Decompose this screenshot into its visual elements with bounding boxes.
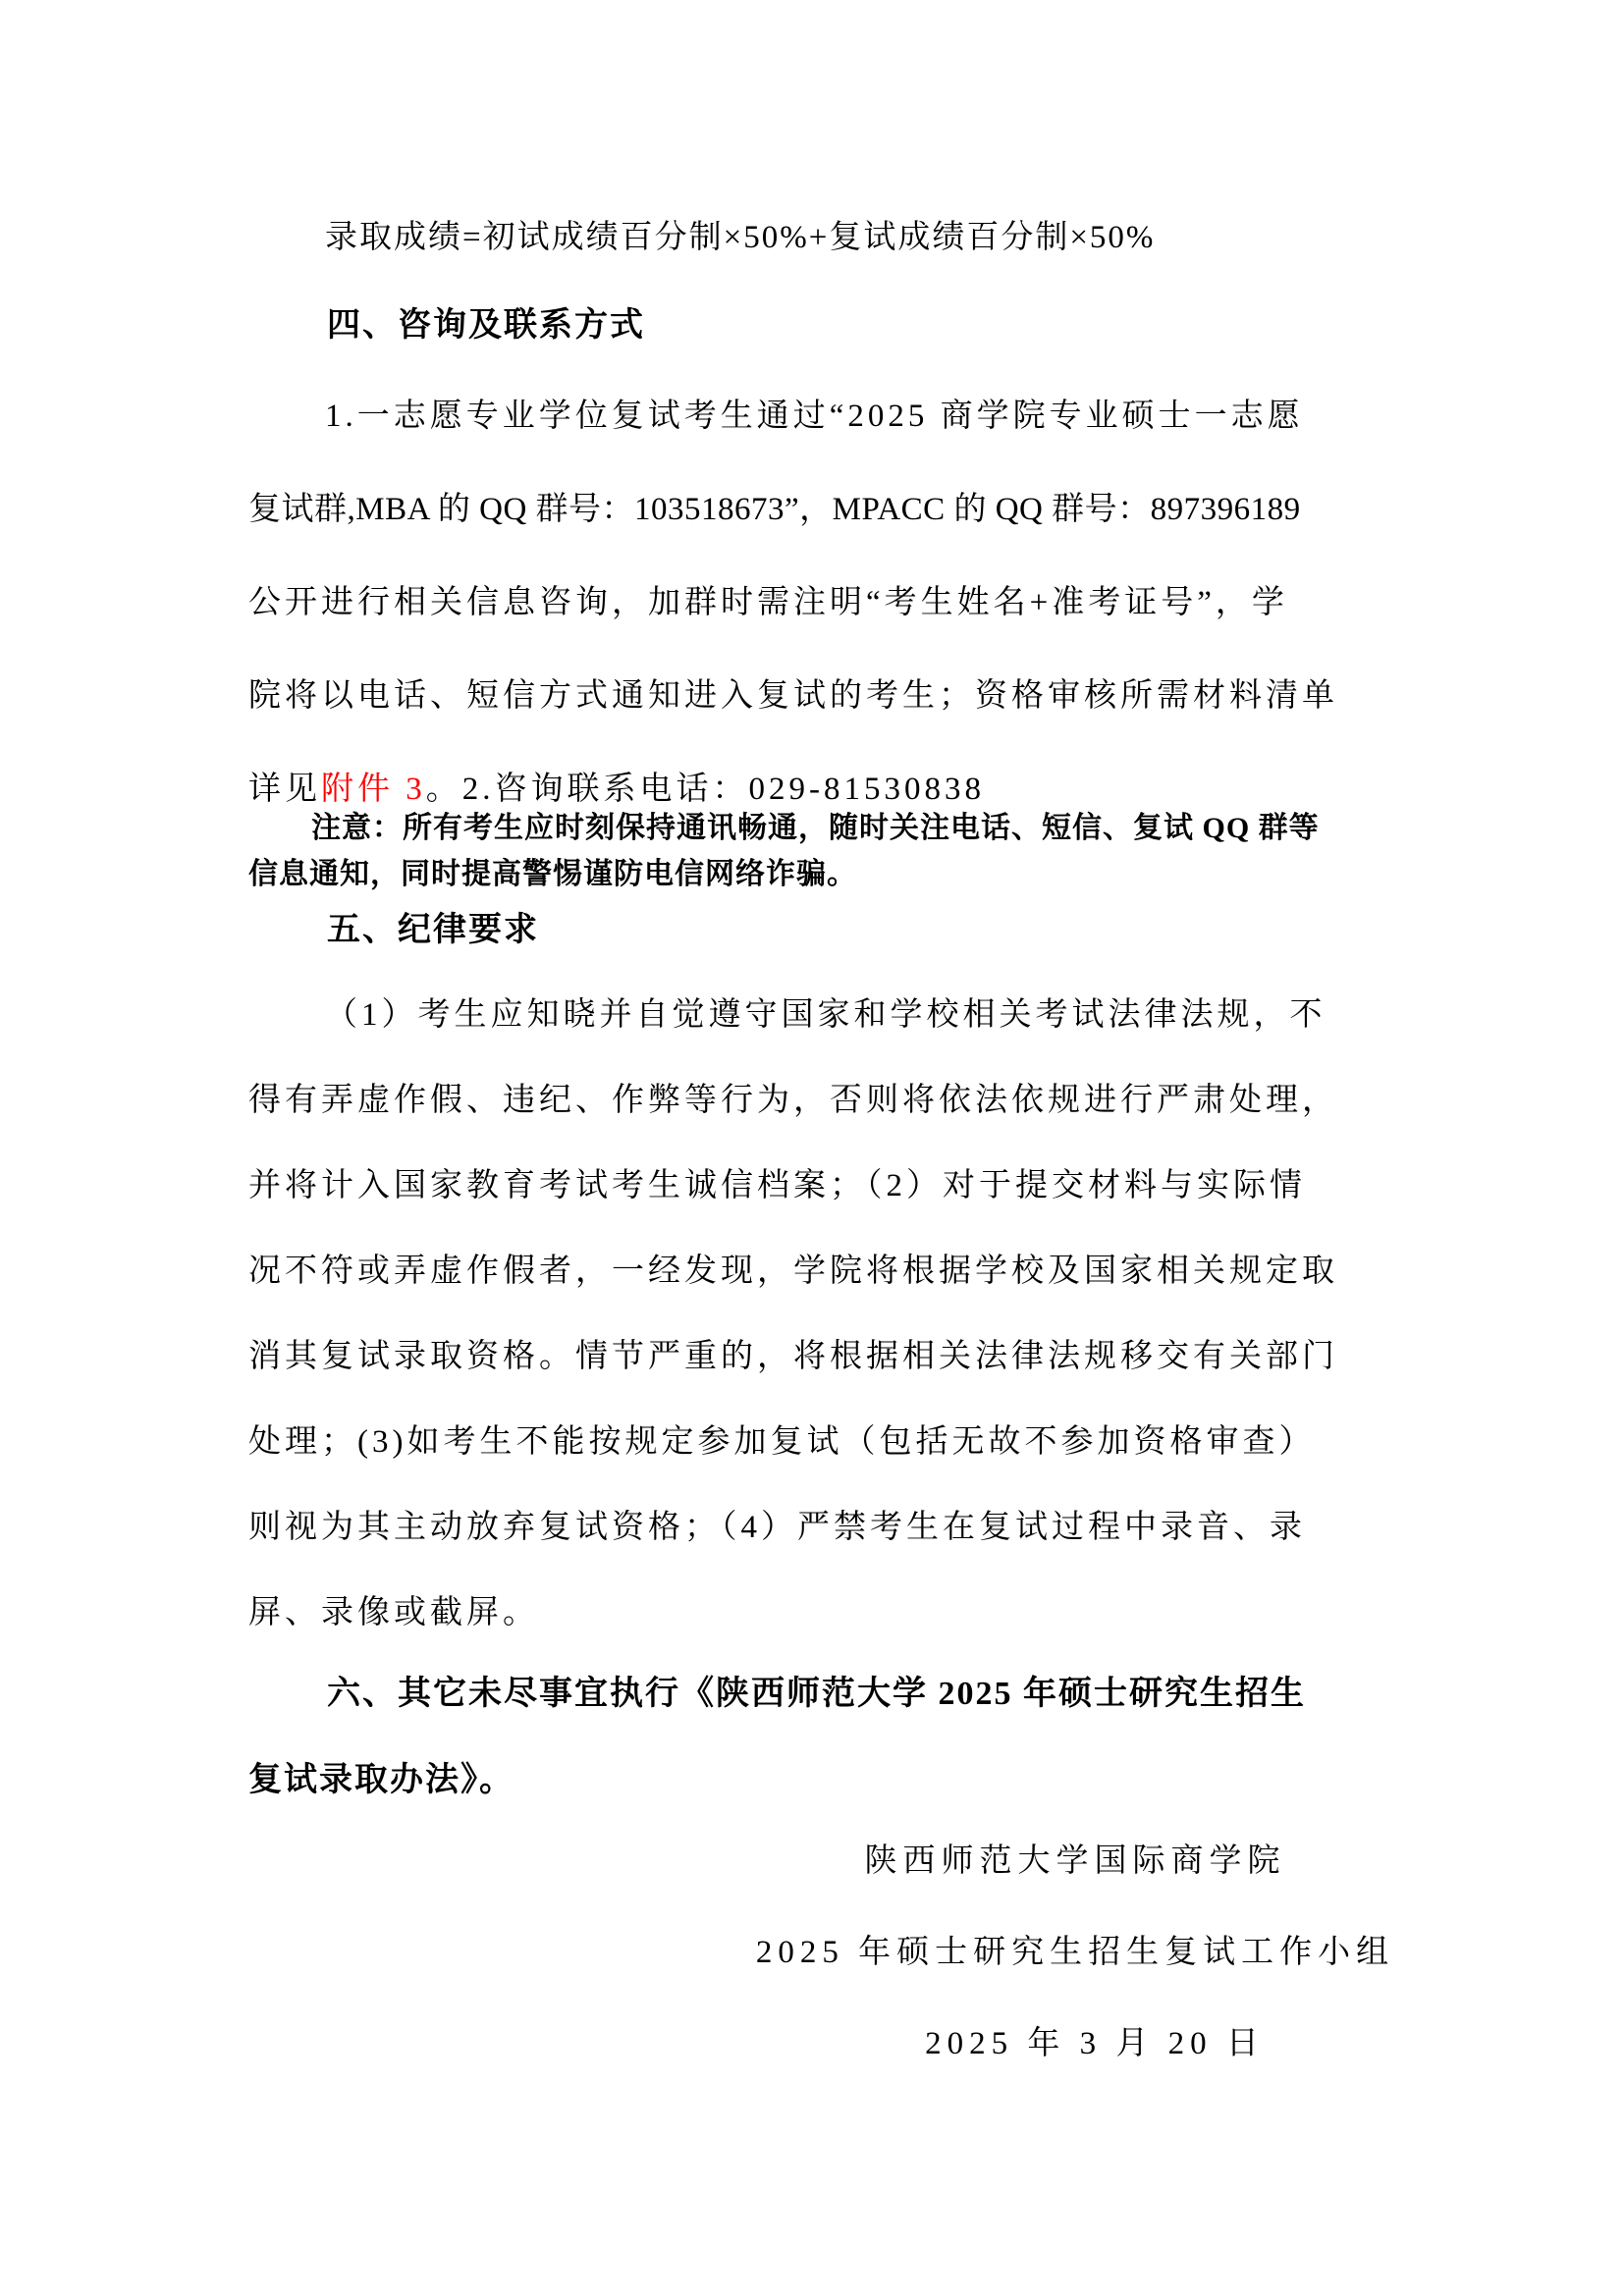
paragraph-line: 消其复试录取资格。情节严重的，将根据相关法律法规移交有关部门 [248, 1339, 1338, 1374]
section5-paragraph [248, 973, 1378, 1656]
section6-heading-line: 复试录取办法》。 [248, 1762, 514, 1798]
paragraph-line: 得有弄虚作假、违纪、作弊等行为，否则将依法依规进行严肃处理， [248, 1083, 1338, 1118]
paragraph-line: 屏、录像或截屏。 [248, 1595, 539, 1630]
section5-heading: 五、纪律要求 [327, 912, 539, 948]
contact-phone-text: 。2.咨询联系电话：029-81530838 [425, 772, 985, 807]
admission-score-formula: 录取成绩=初试成绩百分制×50%+复试成绩百分制×50% [325, 220, 1156, 255]
paragraph-line: 处理；(3)如考生不能按规定参加复试（包括无故不参加资格审查） [248, 1424, 1316, 1460]
section4-paragraph [248, 370, 1378, 836]
signature-block [628, 1816, 1522, 2090]
section6-heading-line: 六、其它未尽事宜执行《陕西师范大学 2025 年硕士研究生招生 [327, 1676, 1306, 1712]
notice-line: 信息通知，同时提高警惕谨防电信网络诈骗。 [248, 858, 857, 890]
notice-line: 注意：所有考生应时刻保持通讯畅通，随时关注电话、短信、复试 QQ 群等 [311, 812, 1320, 844]
paragraph-line-qq-groups: 复试群,MBA 的 QQ 群号：103518673”，MPACC 的 QQ 群号：897396189 [248, 492, 1301, 527]
paragraph-line: 1.一志愿专业学位复试考生通过“2025 商学院专业硕士一志愿 [325, 399, 1304, 434]
paragraph-line: 况不符或弄虚作假者，一经发现，学院将根据学校及国家相关规定取 [248, 1254, 1338, 1289]
signature-workgroup: 2025 年硕士研究生招生复试工作小组 [755, 1935, 1395, 1970]
section6-heading [248, 1651, 1378, 1824]
signature-date: 2025 年 3 月 20 日 [925, 2026, 1265, 2061]
attachment-3-ref: 附件 3 [321, 772, 426, 807]
paragraph-line: 公开进行相关信息咨询，加群时需注明“考生姓名+准考证号”，学 [248, 585, 1288, 620]
paragraph-line: 院将以电话、短信方式通知进入复试的考生；资格审核所需材料清单 [248, 678, 1338, 714]
section4-heading: 四、咨询及联系方式 [327, 307, 645, 344]
attachment-ref-prefix: 详见 [248, 772, 321, 807]
signature-organization: 陕西师范大学国际商学院 [864, 1843, 1286, 1879]
paragraph-line: 并将计入国家教育考试考生诚信档案；（2）对于提交材料与实际情 [248, 1168, 1306, 1203]
paragraph-line: 则视为其主动放弃复试资格；（4）严禁考生在复试过程中录音、录 [248, 1510, 1306, 1545]
paragraph-line: （1）考生应知晓并自觉遵守国家和学校相关考试法律法规，不 [325, 997, 1326, 1033]
